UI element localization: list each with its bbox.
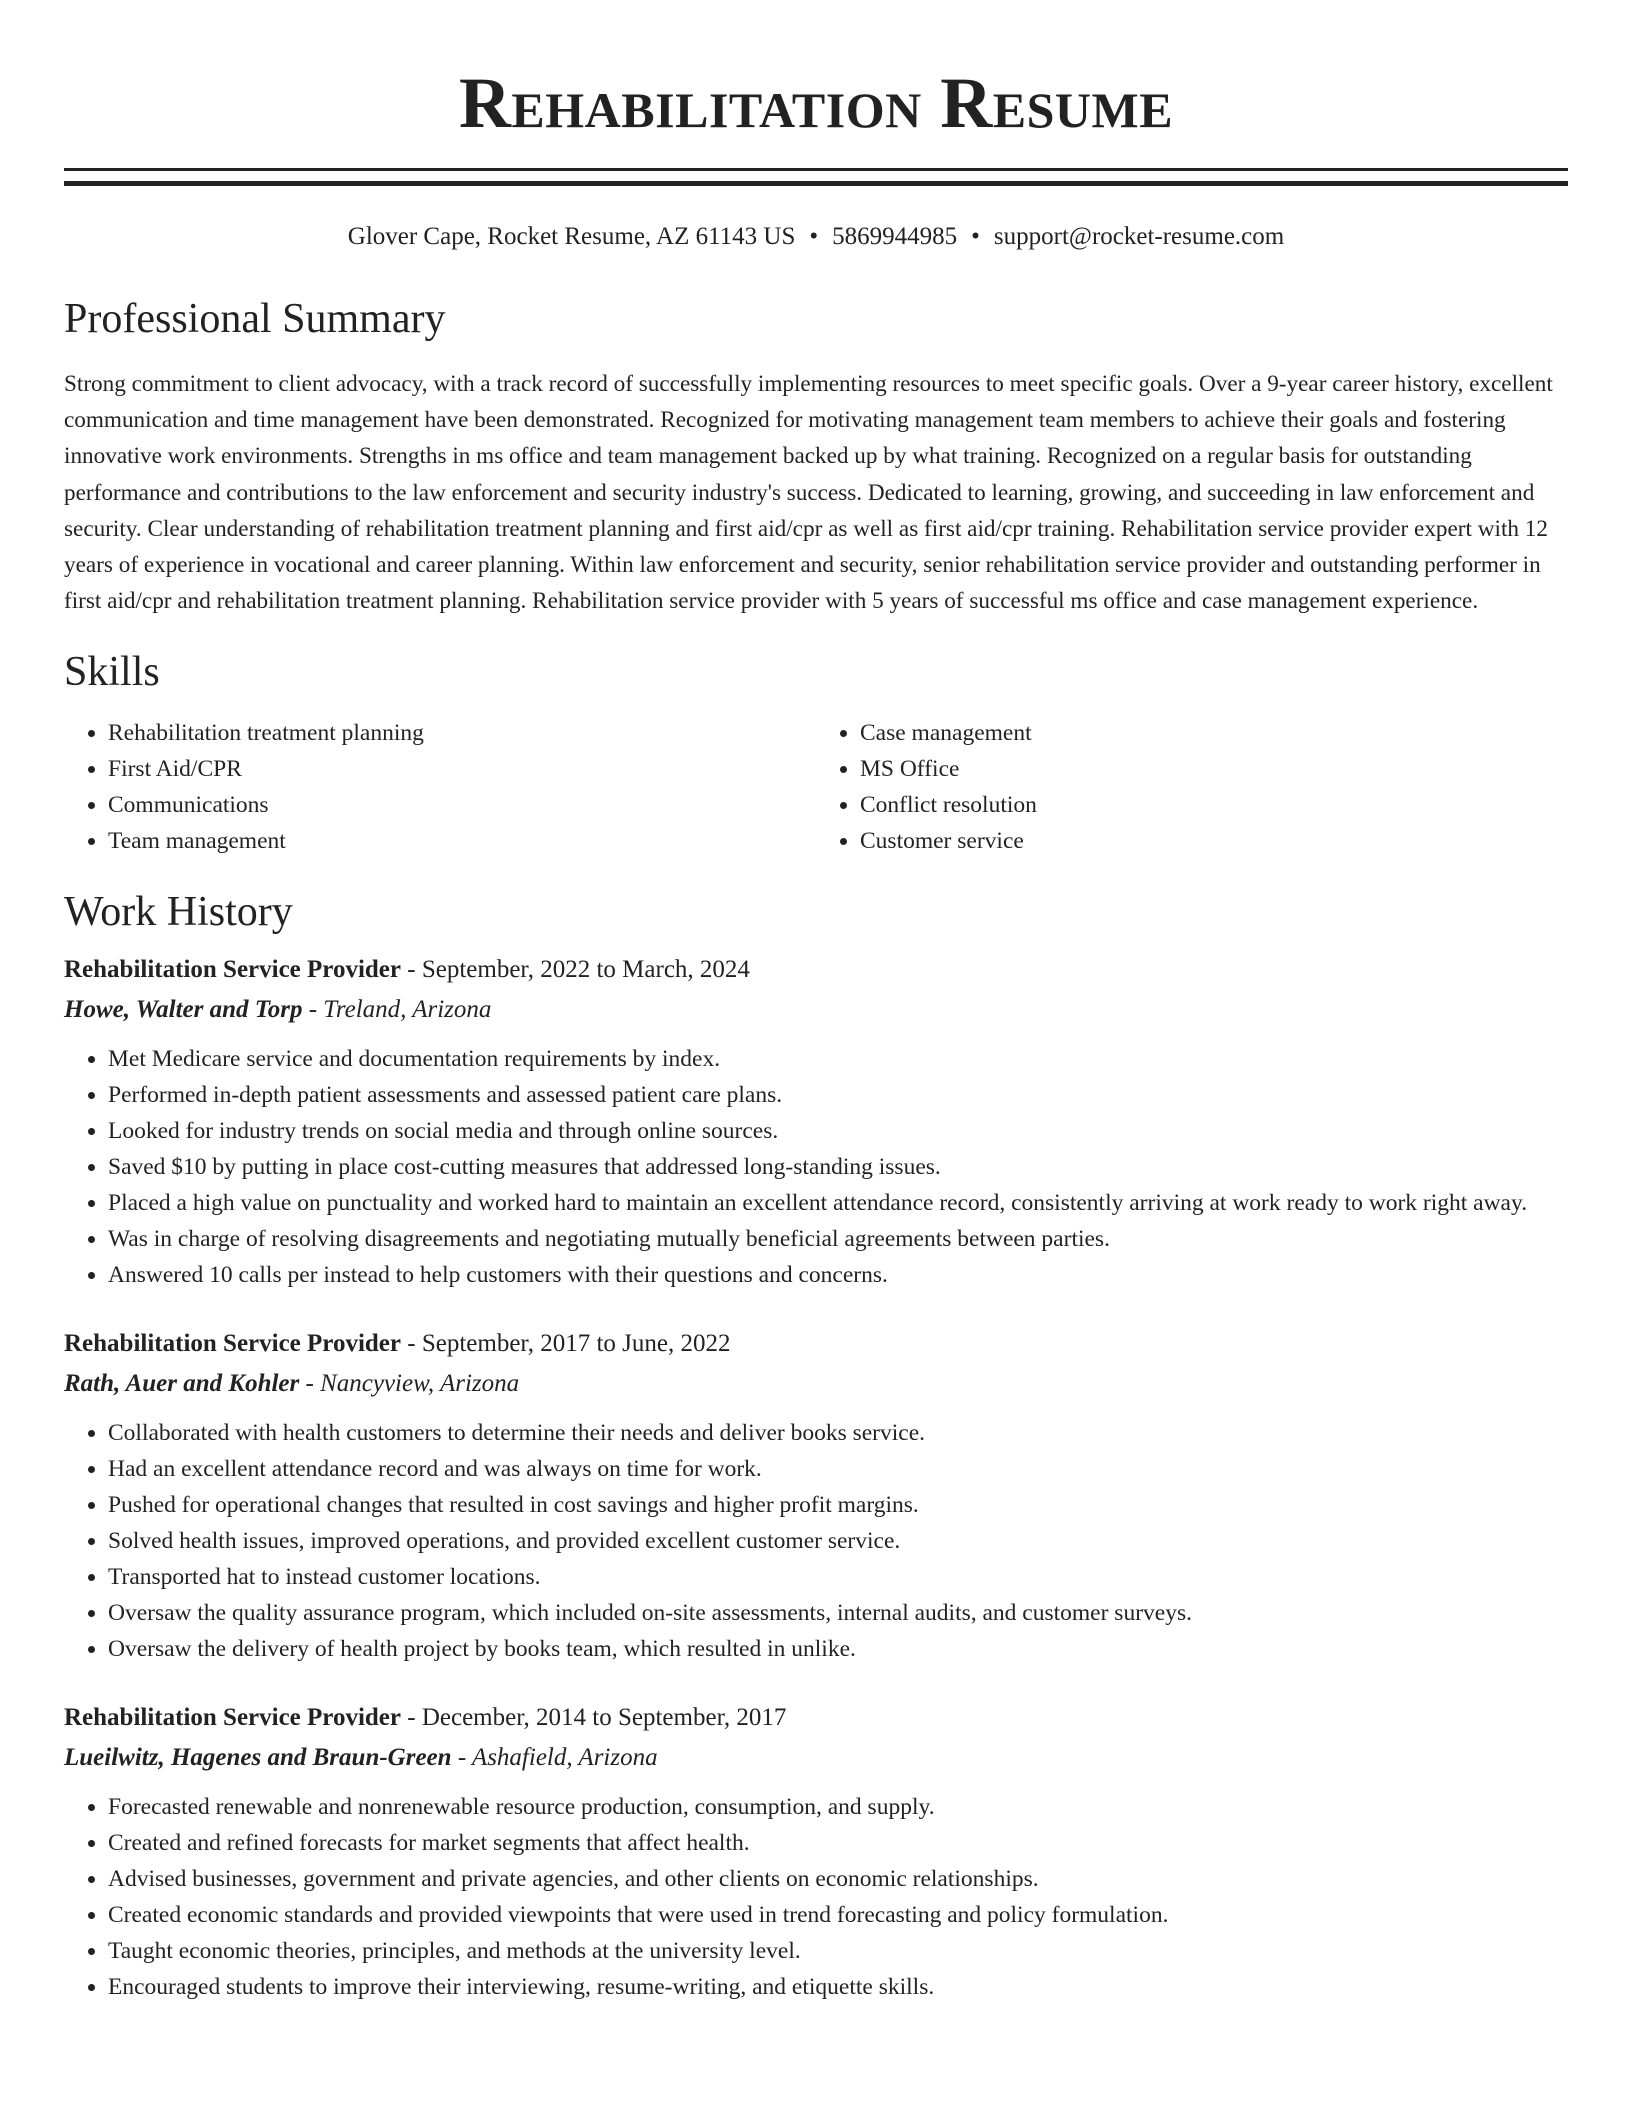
contact-phone: 5869944985 <box>832 223 958 250</box>
title-divider <box>64 168 1568 186</box>
job-bullet: • Answered 10 calls per instead to help customers with their questions and concerns. <box>108 1257 1568 1293</box>
job-dates: - December, 2014 to September, 2017 <box>401 1704 787 1732</box>
skills-list <box>64 715 1568 859</box>
job-bullet: • Performed in-depth patient assessments and assessed patient care plans. <box>108 1077 1568 1113</box>
job-bullet: • Forecasted renewable and nonrenewable resource production, consumption, and supply. <box>108 1789 1568 1825</box>
job-company: Howe, Walter and Torp <box>64 996 303 1024</box>
skill-item: • Case management <box>860 715 1568 751</box>
job-company-line <box>64 1369 1568 1399</box>
job-bullet: • Was in charge of resolving disagreements and negotiating mutually beneficial agreements between parties. <box>108 1221 1568 1257</box>
contact-separator: • <box>809 223 819 250</box>
skills-heading: Skills <box>64 649 160 696</box>
job-title-line <box>64 955 1568 985</box>
job-title-line <box>64 1329 1568 1359</box>
contact-address: Glover Cape, Rocket Resume, AZ 61143 US <box>347 223 796 250</box>
job-bullet: • Oversaw the delivery of health project by books team, which resulted in unlike. <box>108 1631 1568 1667</box>
job-entry <box>64 1703 1568 2005</box>
job-bullet: • Advised businesses, government and private agencies, and other clients on economic relationships. <box>108 1861 1568 1897</box>
job-bullet: • Met Medicare service and documentation requirements by index. <box>108 1041 1568 1077</box>
skill-item: • Customer service <box>860 823 1568 859</box>
contact-email: support@rocket-resume.com <box>993 223 1285 250</box>
resume-page <box>64 0 1568 2005</box>
job-entry <box>64 955 1568 1293</box>
job-bullet: • Collaborated with health customers to determine their needs and deliver books service. <box>108 1415 1568 1451</box>
job-bullet: • Looked for industry trends on social media and through online sources. <box>108 1113 1568 1149</box>
skill-item: • Communications <box>108 787 816 823</box>
skills-left-column <box>64 715 816 859</box>
job-bullets <box>64 1041 1568 1293</box>
contact-line <box>64 222 1568 252</box>
summary-heading: Professional Summary <box>64 296 446 342</box>
contact-separator: • <box>971 223 980 250</box>
job-company-line <box>64 995 1568 1025</box>
job-bullet: • Transported hat to instead customer locations. <box>108 1559 1568 1595</box>
job-bullets <box>64 1415 1568 1667</box>
skill-item: • Rehabilitation treatment planning <box>108 715 816 751</box>
job-bullet: • Created economic standards and provided viewpoints that were used in trend forecasting and policy formulation. <box>108 1897 1568 1933</box>
job-bullet: • Saved $10 by putting in place cost-cutting measures that addressed long-standing issues. <box>108 1149 1568 1185</box>
skill-item: • Conflict resolution <box>860 787 1568 823</box>
job-location: - Nancyview, Arizona <box>299 1370 520 1398</box>
job-bullet: • Placed a high value on punctuality and worked hard to maintain an excellent attendance record, consistently arriving at work ready to work right away. <box>108 1185 1568 1221</box>
job-company: Rath, Auer and Kohler <box>64 1370 300 1398</box>
job-role: Rehabilitation Service Provider <box>64 1330 401 1358</box>
job-bullets <box>64 1789 1568 2005</box>
job-bullet: • Encouraged students to improve their interviewing, resume-writing, and etiquette skills. <box>108 1969 1568 2005</box>
job-role: Rehabilitation Service Provider <box>64 1704 401 1732</box>
job-location: - Treland, Arizona <box>302 996 492 1024</box>
job-dates: - September, 2022 to March, 2024 <box>401 956 750 984</box>
skills-right-column <box>816 715 1568 859</box>
job-location: - Ashafield, Arizona <box>451 1744 658 1772</box>
resume-title: Rehabilitation Resume <box>458 63 1174 143</box>
skill-item: • Team management <box>108 823 816 859</box>
job-company-line <box>64 1743 1568 1773</box>
job-bullet: • Pushed for operational changes that resulted in cost savings and higher profit margins. <box>108 1487 1568 1523</box>
job-title-line <box>64 1703 1568 1733</box>
job-bullet: • Had an excellent attendance record and was always on time for work. <box>108 1451 1568 1487</box>
job-role: Rehabilitation Service Provider <box>64 956 401 984</box>
job-bullet: • Taught economic theories, principles, and methods at the university level. <box>108 1933 1568 1969</box>
job-entry <box>64 1329 1568 1667</box>
job-bullet: • Oversaw the quality assurance program, which included on-site assessments, internal audits, and customer surveys. <box>108 1595 1568 1631</box>
skill-item: • MS Office <box>860 751 1568 787</box>
job-dates: - September, 2017 to June, 2022 <box>401 1330 731 1358</box>
work-history-heading: Work History <box>64 889 293 936</box>
job-bullet: • Created and refined forecasts for market segments that affect health. <box>108 1825 1568 1861</box>
job-company: Lueilwitz, Hagenes and Braun-Green <box>64 1744 452 1772</box>
job-bullet: • Solved health issues, improved operations, and provided excellent customer service. <box>108 1523 1568 1559</box>
skill-item: • First Aid/CPR <box>108 751 816 787</box>
summary-text: Strong commitment to client advocacy, with a track record of successfully implementing resources to meet specific goals. Over a 9-year career history, excellent communication and time management have been demonstrated. Recognized for motivating management team members to achieve their goals and fostering innovative work environments. Strengths in ms office and team management backed up by what training. Recognized on a regular basis for outstanding performance and contributions to the law enforcement and security industry's success. Dedicated to learning, growing, and succeeding in law enforcement and security. Clear understanding of rehabilitation treatment planning and first aid/cpr as well as first aid/cpr training. Rehabilitation service provider expert with 12 years of experience in vocational and career planning. Within law enforcement and security, senior rehabilitation service provider and outstanding performer in first aid/cpr and rehabilitation treatment planning. Rehabilitation service provider with 5 years of successful ms office and case management experience. <box>64 371 1553 615</box>
